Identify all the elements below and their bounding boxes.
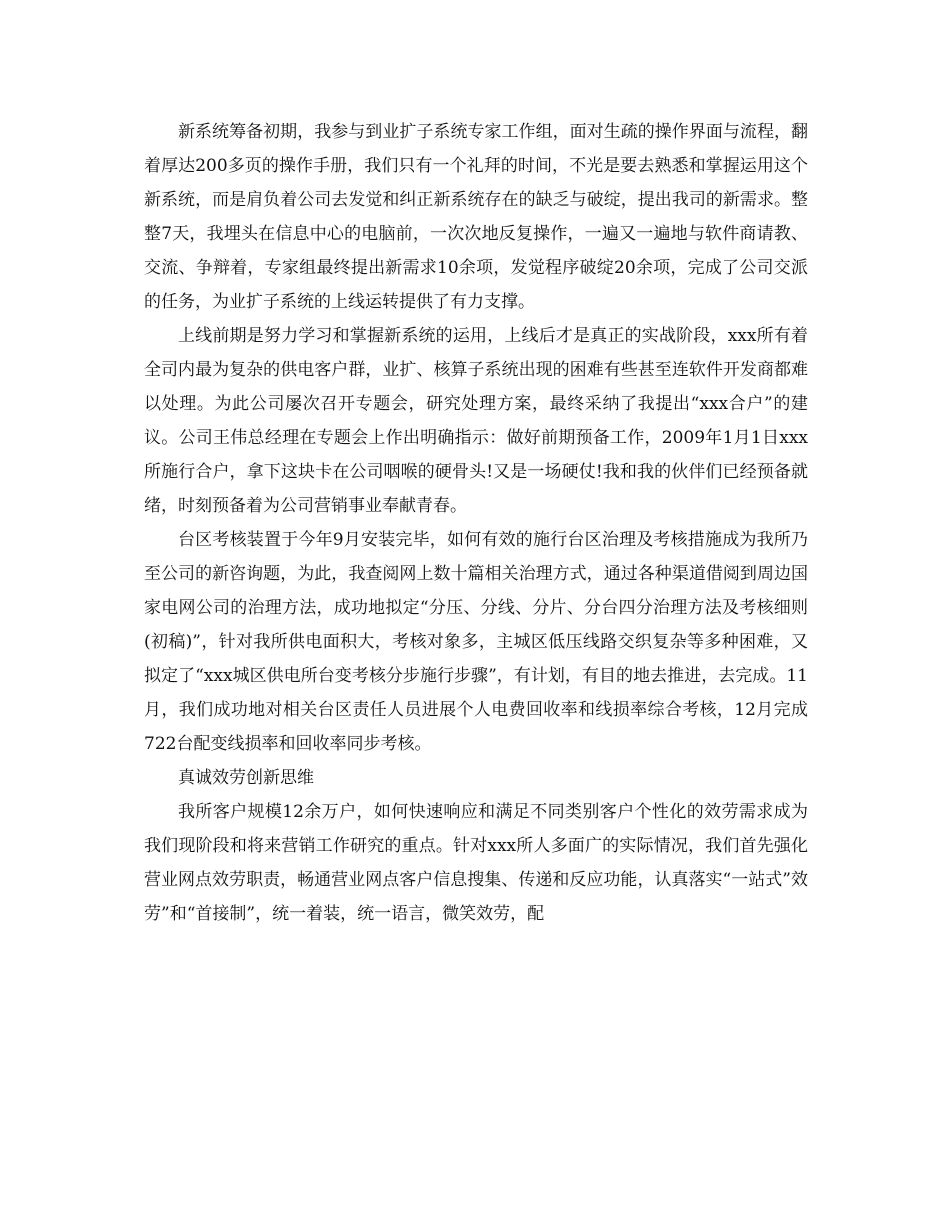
paragraph-2: 上线前期是努力学习和掌握新系统的运用，上线后才是真正的实战阶段，xxx所有着全司内最为复杂的供电客户群，业扩、核算子系统出现的困难有些甚至连软件开发商都难以处理。为此公司屡次召开专题会，研究处理方案，最终采纳了我提出“xxx合户”的建议。公司王伟总经理在专题会上作出明确指示：做好前期预备工作，2009年1月1日xxx所施行合户，拿下这块卡在公司咽喉的硬骨头!又是一场硬仗!我和我的伙伴们已经预备就绪，时刻预备着为公司营销事业奉献青春。 — [144, 326, 808, 516]
paragraph-4: 我所客户规模12余万户，如何快速响应和满足不同类别客户个性化的效劳需求成为我们现阶段和将来营销工作研究的重点。针对xxx所人多面广的实际情况，我们首先强化营业网点效劳职责，畅通营业网点客户信息搜集、传递和反应功能，认真落实“一站式”效劳”和“首接制”，统一着装，统一语言，微笑效劳，配 — [144, 802, 808, 924]
document-body — [144, 115, 808, 931]
paragraph-3: 台区考核装置于今年9月安装完毕，如何有效的施行台区治理及考核措施成为我所乃至公司的新咨询题，为此，我查阅网上数十篇相关治理方式，通过各种渠道借阅到周边国家电网公司的治理方法，成功地拟定“分压、分线、分片、分台四分治理方法及考核细则(初稿)”，针对我所供电面积大，考核对象多，主城区低压线路交织复杂等多种困难，又拟定了“xxx城区供电所台变考核分步施行步骤”，有计划，有目的地去推进，去完成。11月，我们成功地对相关台区责任人员进展个人电费回收率和线损率综合考核，12月完成722台配变线损率和回收率同步考核。 — [144, 530, 808, 754]
paragraph-1: 新系统筹备初期，我参与到业扩子系统专家工作组，面对生疏的操作界面与流程，翻着厚达200多页的操作手册，我们只有一个礼拜的时间，不光是要去熟悉和掌握运用这个新系统，而是肩负着公司去发觉和纠正新系统存在的缺乏与破绽，提出我司的新需求。整整7天，我埋头在信息中心的电脑前，一次次地反复操作，一遍又一遍地与软件商请教、交流、争辩着，专家组最终提出新需求10余项，发觉程序破绽20余项，完成了公司交派的任务，为业扩子系统的上线运转提供了有力支撑。 — [144, 122, 808, 312]
section-heading: 真诚效劳创新思维 — [178, 768, 314, 788]
